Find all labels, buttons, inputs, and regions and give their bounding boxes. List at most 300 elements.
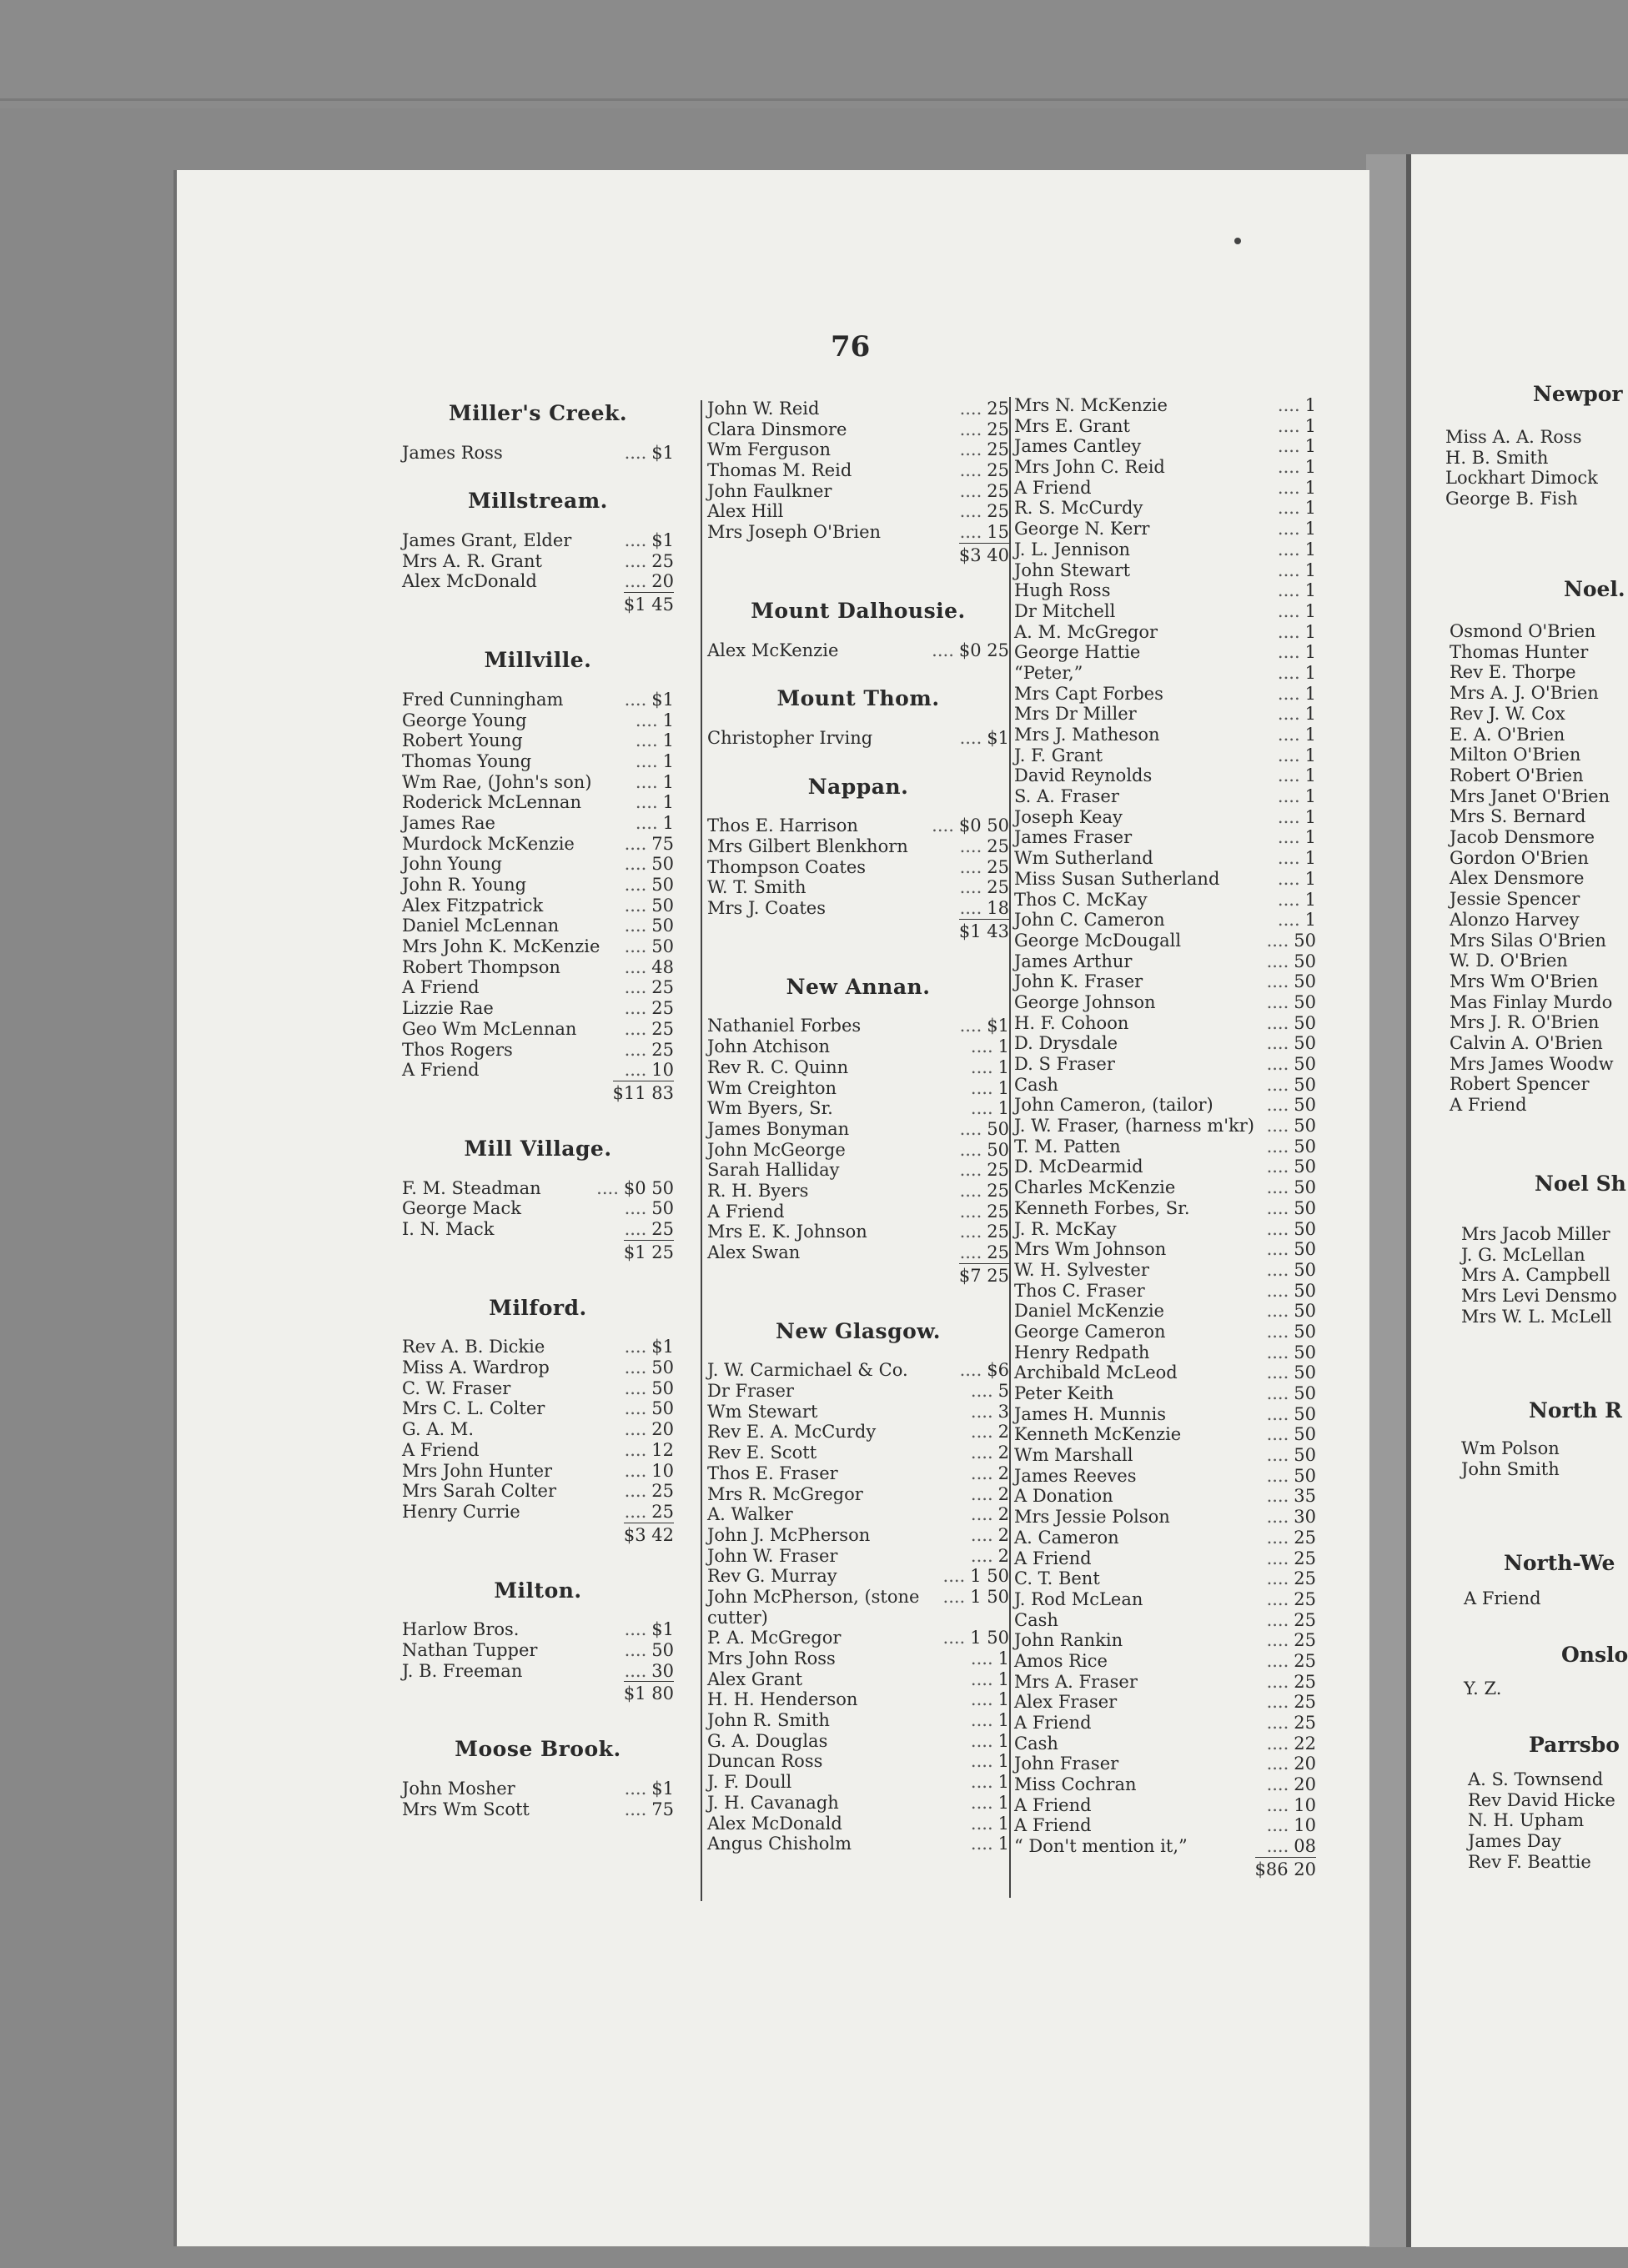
donor-name: John McPherson, (stone (707, 1586, 920, 1607)
donation-amount: 25 (1294, 1630, 1316, 1651)
donation-amount: $1 (651, 530, 674, 551)
donor-name: A Donation (1014, 1486, 1113, 1507)
book-gutter (1366, 154, 1406, 2247)
leader-dots: .... (1266, 1507, 1289, 1528)
list-item (1014, 1322, 1316, 1342)
leader-dots: .... (624, 833, 647, 854)
list-item (707, 419, 1009, 440)
total-line (402, 592, 674, 622)
name-list (1468, 1769, 1615, 1873)
list-item: A Friend (1464, 1588, 1541, 1608)
list-item (402, 772, 674, 793)
leader-dots: .... (1266, 1012, 1289, 1033)
list-item (707, 1098, 1009, 1119)
donor-name: J. Rod McLean (1014, 1588, 1143, 1609)
donation-amount: 25 (987, 1201, 1009, 1222)
donation-amount: 1 (997, 1648, 1009, 1669)
list-item (1014, 1774, 1316, 1795)
list-item (707, 1546, 1009, 1567)
leader-dots: .... (1266, 1177, 1289, 1198)
donor-name: Mrs John Ross (707, 1648, 836, 1669)
list-item: Jacob Densmore (1450, 827, 1595, 848)
leader-dots: .... (624, 1039, 647, 1060)
donation-amount: 1 (997, 1056, 1009, 1077)
donor-name: Alex Grant (707, 1668, 803, 1689)
donation-amount: 25 (987, 877, 1009, 898)
list-item (402, 1619, 674, 1640)
section-spacer (707, 660, 1009, 689)
list-item (1014, 519, 1316, 539)
list-item (402, 530, 674, 551)
section-heading: Noel Sh (1535, 1172, 1626, 1196)
leader-dots: .... (624, 1779, 647, 1799)
donation-amount: 25 (651, 977, 674, 998)
leader-dots: .... (1266, 1218, 1289, 1239)
list-item (1014, 1177, 1316, 1198)
leader-dots: .... (959, 501, 982, 522)
list-item: Calvin A. O'Brien (1450, 1033, 1603, 1054)
donation-amount: $1 (651, 1619, 674, 1640)
donor-name: James Ross (402, 442, 503, 463)
list-item: Milton O'Brien (1450, 745, 1581, 765)
donor-name: A. Cameron (1014, 1527, 1119, 1548)
section-spacer (402, 1160, 674, 1178)
donor-name: D. S Fraser (1014, 1054, 1115, 1074)
donation-amount: 1 (997, 1730, 1009, 1751)
donor-name: Alex Hill (707, 501, 784, 522)
list-item (1014, 1836, 1316, 1857)
leader-dots: .... (1277, 745, 1300, 765)
donation-amount: 50 (1294, 1301, 1316, 1322)
leader-dots: .... (1277, 395, 1300, 415)
section-total: $3 40 (959, 543, 1009, 566)
leader-dots: .... (624, 977, 647, 998)
list-item (1014, 1342, 1316, 1363)
donation-amount: 25 (987, 835, 1009, 856)
leader-dots: .... (1277, 436, 1300, 457)
donation-amount: 25 (651, 1018, 674, 1039)
donation-amount: 35 (1294, 1486, 1316, 1507)
list-item (707, 439, 1009, 460)
leader-dots: .... (1277, 539, 1300, 559)
donation-amount: 50 (1294, 1424, 1316, 1445)
donor-name: John Stewart (1014, 559, 1131, 580)
list-item (707, 857, 1009, 878)
donation-amount: 50 (987, 1118, 1009, 1139)
donation-amount: 25 (651, 1039, 674, 1060)
donation-amount: 25 (1294, 1671, 1316, 1692)
list-item (1014, 539, 1316, 560)
donor-name: George Hattie (1014, 642, 1141, 663)
list-item (1014, 622, 1316, 643)
section-spacer (402, 622, 674, 650)
donation-amount: 25 (987, 399, 1009, 419)
leader-dots: .... (624, 1337, 647, 1357)
list-item (1014, 1013, 1316, 1034)
donor-name: James H. Munnis (1014, 1403, 1166, 1424)
leader-dots: .... (624, 1439, 647, 1460)
list-item (1014, 642, 1316, 663)
donation-amount: 1 (1304, 559, 1316, 580)
donation-amount: 10 (651, 1460, 674, 1481)
list-item (707, 1016, 1009, 1036)
list-item (707, 1202, 1009, 1222)
leader-dots: .... (1266, 1548, 1289, 1568)
donation-amount: 50 (1294, 1197, 1316, 1218)
donation-amount: 1 (1304, 642, 1316, 663)
section-heading: Noel. (1564, 577, 1625, 601)
list-item (402, 710, 674, 731)
donation-amount: 1 (1304, 806, 1316, 827)
donor-name: John W. Fraser (707, 1545, 838, 1566)
donation-amount: 1 (1304, 600, 1316, 621)
list-item (707, 1036, 1009, 1057)
donation-amount: 1 (997, 1792, 1009, 1813)
donation-amount: 1 (1304, 848, 1316, 869)
list-item (1014, 1219, 1316, 1240)
leader-dots: .... (959, 1160, 982, 1181)
list-item: Mrs S. Bernard (1450, 806, 1586, 827)
list-item: Robert Spencer (1450, 1074, 1590, 1095)
donor-name: John Faulkner (707, 480, 832, 501)
leader-dots: .... (1266, 1527, 1289, 1548)
list-item: Mrs James Woodw (1450, 1053, 1614, 1074)
donation-amount: 1 (1304, 683, 1316, 704)
leader-dots: .... (1277, 457, 1300, 478)
section-spacer (402, 512, 674, 530)
donor-name: John Atchison (707, 1036, 830, 1057)
list-item (1014, 869, 1316, 890)
donor-name: J. H. Cavanagh (707, 1792, 839, 1813)
list-item: James Day (1468, 1831, 1561, 1852)
leader-dots: .... (959, 1016, 982, 1036)
donor-name: Miss Susan Sutherland (1014, 868, 1220, 889)
donor-name: I. N. Mack (402, 1219, 495, 1239)
donor-name: Henry Redpath (1014, 1342, 1150, 1362)
list-item (707, 836, 1009, 857)
total-line (402, 1240, 674, 1270)
list-item (402, 957, 674, 978)
list-item: E. A. O'Brien (1450, 724, 1565, 745)
donor-name: J. B. Freeman (402, 1660, 523, 1681)
list-item (1014, 725, 1316, 745)
donor-name: Dr Fraser (707, 1381, 794, 1402)
list-item (707, 1772, 1009, 1793)
donation-amount: 50 (1294, 1095, 1316, 1116)
section-spacer (402, 463, 674, 491)
section-heading: Moose Brook. (455, 1737, 621, 1762)
section-heading: New Glasgow. (776, 1318, 941, 1343)
list-item (1014, 1568, 1316, 1589)
donor-name: A Friend (1014, 1815, 1092, 1836)
donor-name: Robert Young (402, 730, 523, 751)
donation-amount: 1 (1304, 519, 1316, 539)
list-item (707, 1669, 1009, 1690)
leader-dots: .... (970, 1381, 993, 1402)
donor-name: Rev R. C. Quinn (707, 1056, 849, 1077)
list-item (402, 1040, 674, 1061)
leader-dots: .... (1266, 1774, 1289, 1795)
list-item (1014, 890, 1316, 911)
donation-amount: 18 (987, 898, 1009, 919)
name-list (1464, 1588, 1541, 1609)
list-item (1014, 1630, 1316, 1651)
donor-name: Mrs E. Grant (1014, 415, 1130, 436)
donation-amount: 50 (1294, 1280, 1316, 1301)
donor-name: Mrs Wm Scott (402, 1799, 530, 1819)
leader-dots: .... (624, 1501, 647, 1522)
donor-name: S. A. Fraser (1014, 786, 1119, 807)
list-item (402, 896, 674, 916)
donor-name: J. L. Jennison (1014, 539, 1130, 559)
list-item (707, 522, 1009, 543)
list-item (1014, 1589, 1316, 1610)
leader-dots: .... (1266, 1403, 1289, 1424)
list-item: N. H. Upham (1468, 1810, 1585, 1831)
donation-amount: 2 (997, 1524, 1009, 1545)
leader-dots: .... (635, 750, 658, 771)
leader-dots: .... (970, 1504, 993, 1525)
donor-name: Alex Fitzpatrick (402, 895, 544, 916)
donor-name: cutter) (707, 1607, 768, 1628)
list-item (707, 1242, 1009, 1263)
donor-name: A Friend (402, 1439, 480, 1460)
donation-amount: 1 (1304, 704, 1316, 725)
list-item (1014, 1672, 1316, 1693)
donation-amount: 1 (662, 792, 674, 813)
donation-amount: 2 (997, 1545, 1009, 1566)
leader-dots: .... (624, 1619, 647, 1640)
column-divider (1009, 397, 1011, 1898)
list-item (707, 898, 1009, 919)
donor-name: Clara Dinsmore (707, 419, 847, 439)
list-item (707, 481, 1009, 502)
leader-dots: .... (970, 1401, 993, 1422)
donor-name: Thos E. Fraser (707, 1463, 838, 1483)
donor-name: George Mack (402, 1198, 521, 1219)
leader-dots: .... (1266, 1650, 1289, 1671)
donation-amount: 2 (997, 1504, 1009, 1525)
leader-dots: .... (1266, 1568, 1289, 1589)
leader-dots: .... (624, 689, 647, 710)
donation-amount: 50 (651, 875, 674, 896)
donor-name: George Johnson (1014, 991, 1156, 1012)
leader-dots: .... (624, 1377, 647, 1398)
list-item: Mas Finlay Murdo (1450, 991, 1613, 1012)
donor-name: Wm Marshall (1014, 1445, 1133, 1466)
donor-name: Hugh Ross (1014, 580, 1111, 601)
leader-dots: .... (970, 1056, 993, 1077)
leader-dots: .... (624, 998, 647, 1019)
leader-dots: .... (970, 1443, 993, 1463)
list-item (402, 1219, 674, 1240)
list-item (1014, 951, 1316, 972)
list-item (1014, 1095, 1316, 1116)
leader-dots: .... (959, 898, 982, 919)
leader-dots: .... (1266, 1321, 1289, 1342)
donor-name: Amos Rice (1014, 1650, 1108, 1671)
leader-dots: .... (1277, 806, 1300, 827)
list-item (1014, 457, 1316, 478)
donation-amount: 1 (997, 1710, 1009, 1731)
list-item (402, 1398, 674, 1419)
donor-name: Alex McKenzie (707, 640, 839, 660)
donation-amount: 50 (987, 1139, 1009, 1160)
donation-amount: $1 (651, 442, 674, 463)
leader-dots: .... (1266, 1116, 1289, 1137)
list-item (1014, 1424, 1316, 1445)
column-1 (402, 401, 674, 1819)
list-item: Mrs A. Campbell (1461, 1265, 1610, 1286)
total-line (1014, 1857, 1316, 1887)
donation-amount: 1 (1304, 580, 1316, 601)
donor-name: D. McDearmid (1014, 1157, 1143, 1177)
donation-amount: 1 (662, 730, 674, 751)
donation-amount: 50 (651, 1398, 674, 1419)
donation-amount: 50 (651, 895, 674, 916)
donation-amount: 50 (1294, 1239, 1316, 1260)
list-item: Alex Densmore (1450, 868, 1585, 889)
section-heading: Millville. (484, 648, 592, 673)
list-item (1014, 807, 1316, 828)
leader-dots: .... (959, 1222, 982, 1242)
list-item (1014, 992, 1316, 1013)
donation-amount: 50 (1294, 1321, 1316, 1342)
list-item (1014, 786, 1316, 807)
list-item (1014, 931, 1316, 951)
leader-dots: .... (635, 792, 658, 813)
donor-name: Sarah Halliday (707, 1160, 840, 1181)
donation-amount: 50 (1294, 991, 1316, 1012)
donor-name: G. A. Douglas (707, 1730, 828, 1751)
list-item (402, 1337, 674, 1357)
leader-dots: .... (942, 1628, 966, 1648)
leader-dots: .... (970, 1422, 993, 1443)
leader-dots: .... (624, 1660, 647, 1681)
section-total: $3 42 (624, 1523, 674, 1546)
leader-dots: .... (970, 1813, 993, 1834)
donor-name: Nathan Tupper (402, 1639, 538, 1660)
section-heading: Millstream. (468, 489, 608, 514)
leader-dots: .... (1266, 1424, 1289, 1445)
list-item (402, 1440, 674, 1461)
leader-dots: .... (624, 442, 647, 463)
section-heading: Onslo (1561, 1643, 1628, 1667)
list-item (402, 1799, 674, 1820)
donor-name: Thomas Young (402, 750, 532, 771)
leader-dots: .... (1277, 642, 1300, 663)
donation-amount: 20 (651, 1419, 674, 1440)
donor-name: Alex Swan (707, 1242, 801, 1262)
list-item (1014, 1054, 1316, 1075)
donor-name: James Fraser (1014, 827, 1133, 848)
section-spacer (707, 622, 1009, 640)
donation-amount: 25 (1294, 1692, 1316, 1713)
list-item: Mrs J. R. O'Brien (1450, 1012, 1600, 1033)
donation-amount: 50 (1294, 1177, 1316, 1198)
donor-name: Mrs E. K. Johnson (707, 1222, 867, 1242)
donation-amount: $0 25 (958, 640, 1009, 660)
donation-amount: 25 (1294, 1650, 1316, 1671)
donor-name: A Friend (1014, 1794, 1092, 1815)
donation-amount: 25 (987, 480, 1009, 501)
leader-dots: .... (1277, 498, 1300, 519)
leader-dots: .... (1266, 1259, 1289, 1280)
list-item (1014, 1486, 1316, 1507)
list-item (1014, 1507, 1316, 1528)
leader-dots: .... (1277, 559, 1300, 580)
donation-amount: 50 (1294, 951, 1316, 971)
leader-dots: .... (1277, 704, 1300, 725)
donation-amount: 50 (1294, 1362, 1316, 1383)
list-item (1014, 704, 1316, 725)
section-total: $1 25 (624, 1240, 674, 1263)
donor-name: John C. Cameron (1014, 910, 1165, 931)
list-item (1014, 684, 1316, 705)
donor-name: Kenneth Forbes, Sr. (1014, 1197, 1190, 1218)
leader-dots: .... (1266, 1754, 1289, 1774)
donation-amount: 50 (1294, 1054, 1316, 1074)
donor-name: James Cantley (1014, 436, 1142, 457)
list-item (1014, 827, 1316, 848)
donor-name: A. M. McGregor (1014, 621, 1158, 642)
leader-dots: .... (1266, 1239, 1289, 1260)
list-item (1014, 560, 1316, 581)
leader-dots: .... (932, 815, 954, 836)
list-item (1014, 745, 1316, 766)
donation-amount: 1 (997, 1751, 1009, 1772)
list-item (402, 792, 674, 813)
donor-name: A Friend (402, 977, 480, 998)
donor-name: James Grant, Elder (402, 530, 572, 551)
leader-dots: .... (1266, 1095, 1289, 1116)
list-item (707, 1834, 1009, 1854)
donation-amount: 25 (651, 550, 674, 571)
list-item: Gordon O'Brien (1450, 847, 1589, 868)
donor-name: John Rankin (1014, 1630, 1123, 1651)
leader-dots: .... (635, 730, 658, 751)
list-item (707, 1381, 1009, 1402)
donor-name: Cash (1014, 1609, 1058, 1630)
leader-dots: .... (624, 550, 647, 571)
donor-name: Rev G. Murray (707, 1566, 837, 1587)
list-item: J. G. McLellan (1461, 1244, 1585, 1265)
donation-amount: 10 (1294, 1815, 1316, 1836)
leader-dots: .... (1277, 889, 1300, 910)
donor-name: George Young (402, 710, 527, 730)
total-line (402, 1523, 674, 1553)
section-spacer (402, 424, 674, 443)
list-item (707, 1751, 1009, 1772)
list-item (1014, 1734, 1316, 1754)
leader-dots: .... (942, 1586, 966, 1607)
donation-amount: 50 (1294, 1116, 1316, 1137)
leader-dots: .... (959, 1180, 982, 1201)
leader-dots: .... (1266, 1630, 1289, 1651)
list-item: Robert O'Brien (1450, 765, 1584, 785)
leader-dots: .... (970, 1648, 993, 1669)
leader-dots: .... (624, 875, 647, 896)
list-item (1014, 765, 1316, 786)
donor-name: Mrs John Hunter (402, 1460, 553, 1481)
leader-dots: .... (959, 835, 982, 856)
list-item (402, 751, 674, 772)
donation-amount: 5 (997, 1381, 1009, 1402)
list-item (1014, 1362, 1316, 1383)
leader-dots: .... (624, 936, 647, 957)
list-item (402, 551, 674, 572)
donation-amount: 25 (651, 1501, 674, 1522)
